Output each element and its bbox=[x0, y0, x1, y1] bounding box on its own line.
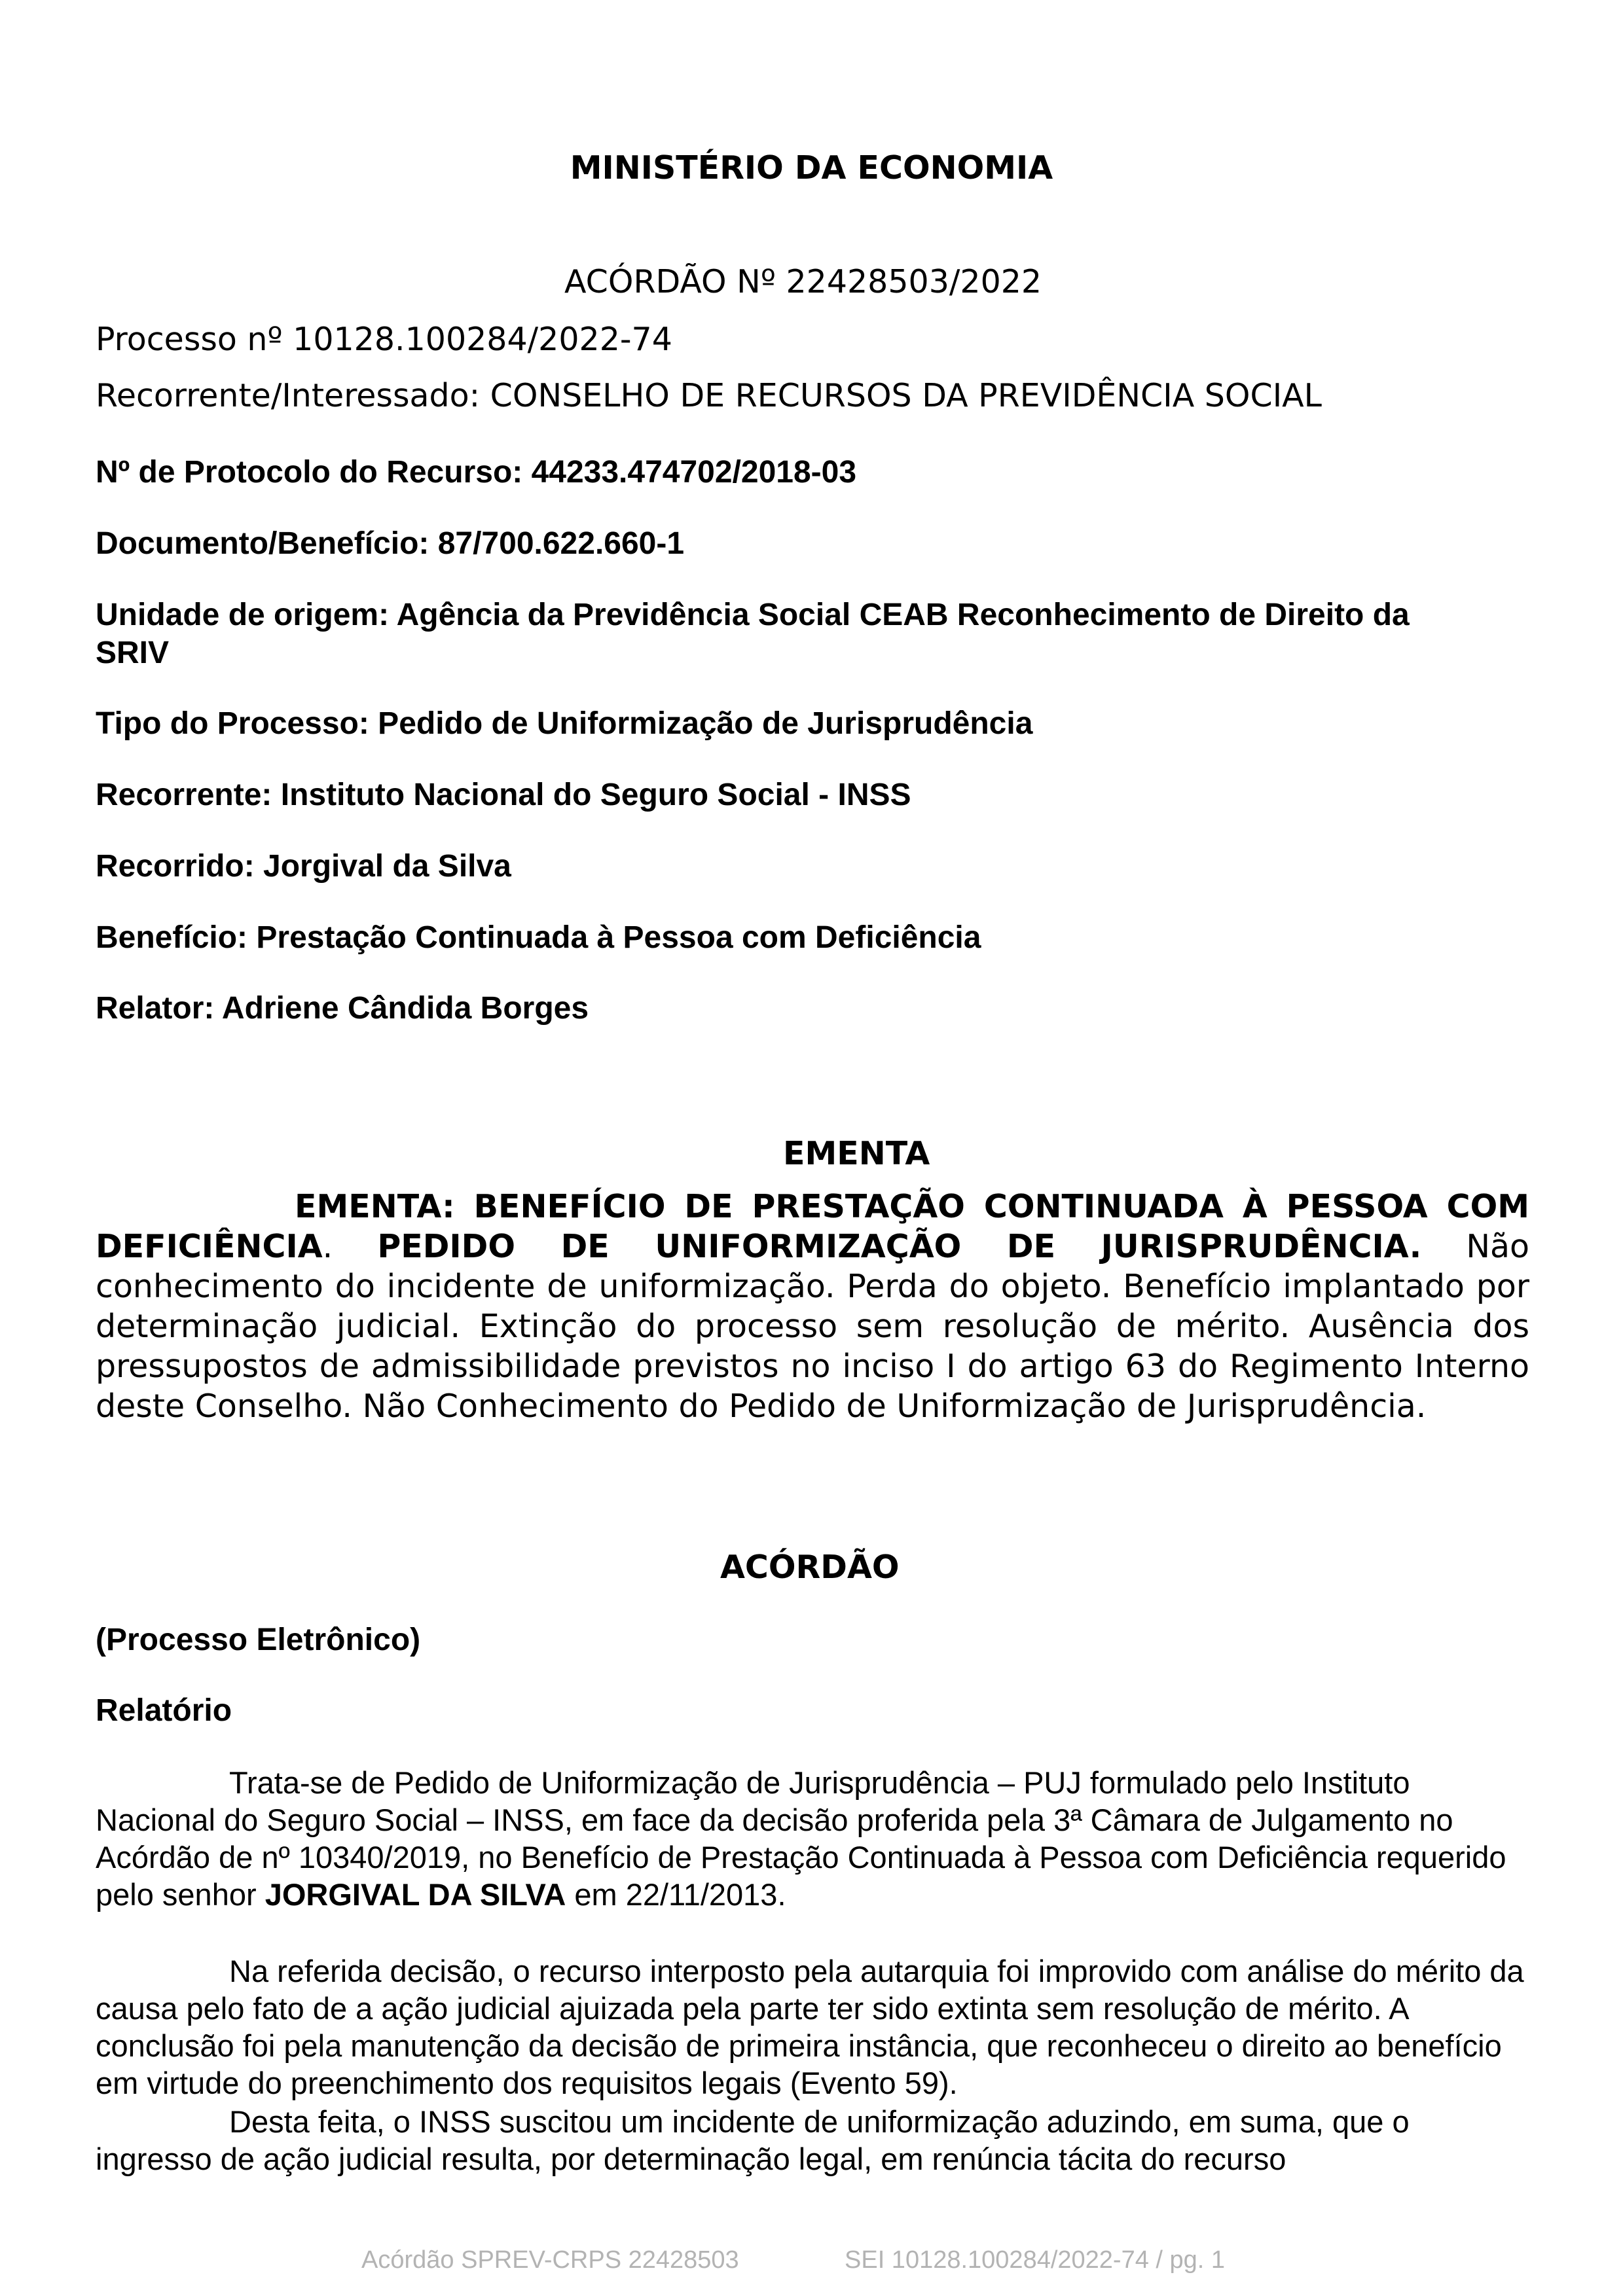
relatorio-paragraph-2 bbox=[96, 1952, 1529, 2102]
p2-text: Na referida decisão, o recurso interposto pela autarquia foi improvido com análise do mérito da causa pelo fato de a ação judicial ajuizada pela parte ter sido extinta sem resolução de mérito. A conclusão foi pela manutenção da decisão de primeira instância, que reconheceu o direito ao benefício em virtude do preenchimento dos requisitos legais (Evento 59). bbox=[96, 1954, 1524, 2100]
acordao-heading: ACÓRDÃO bbox=[720, 1549, 900, 1586]
relatorio-paragraph-3 bbox=[96, 2103, 1529, 2178]
relator-field: Relator: Adriene Cândida Borges bbox=[96, 991, 589, 1026]
ementa-separator: . bbox=[322, 1228, 378, 1265]
processo-eletronico: (Processo Eletrônico) bbox=[96, 1623, 421, 1657]
recorrente-interessado: Recorrente/Interessado: CONSELHO DE RECURSOS DA PREVIDÊNCIA SOCIAL bbox=[96, 377, 1322, 414]
p1-name-bold: JORGIVAL DA SILVA bbox=[264, 1877, 566, 1912]
protocolo-field: Nº de Protocolo do Recurso: 44233.474702/2018-03 bbox=[96, 455, 857, 490]
tipo-field: Tipo do Processo: Pedido de Uniformização de Jurisprudência bbox=[96, 706, 1033, 741]
ementa-text: Não conhecimento do incidente de uniformização. Perda do objeto. Benefício implantado por determinação judicial. Extinção do processo sem resolução de mérito. Ausência dos pressupostos de admissibilidade previstos no inciso I do artigo 63 do Regimento Interno deste Conselho. Não Conhecimento do Pedido de Uniformização de Jurisprudência. bbox=[96, 1228, 1529, 1425]
unidade-field-line1: Unidade de origem: Agência da Previdência Social CEAB Reconhecimento de Direito da bbox=[96, 598, 1410, 632]
footer-left: Acórdão SPREV-CRPS 22428503 bbox=[361, 2246, 739, 2274]
relatorio-paragraph-1 bbox=[96, 1764, 1529, 1913]
footer-right: SEI 10128.100284/2022-74 / pg. 1 bbox=[845, 2246, 1226, 2274]
ementa-bold-title: EMENTA: BENEFÍCIO DE PRESTAÇÃO CONTINUADA À PESSOA COM DEFICIÊNCIA bbox=[96, 1188, 1529, 1265]
ementa-paragraph bbox=[96, 1187, 1529, 1426]
recorrente-field: Recorrente: Instituto Nacional do Seguro Social - INSS bbox=[96, 778, 911, 812]
unidade-field-line2: SRIV bbox=[96, 636, 170, 670]
beneficio-field: Benefício: Prestação Continuada à Pessoa com Deficiência bbox=[96, 920, 981, 955]
processo-number: Processo nº 10128.100284/2022-74 bbox=[96, 321, 672, 358]
p1-text-after: em 22/11/2013. bbox=[566, 1877, 786, 1912]
ementa-heading: EMENTA bbox=[783, 1135, 930, 1172]
recorrido-field: Recorrido: Jorgival da Silva bbox=[96, 849, 511, 884]
ministry-title: MINISTÉRIO DA ECONOMIA bbox=[570, 149, 1053, 187]
relatorio-heading: Relatório bbox=[96, 1693, 232, 1728]
ementa-bold-subtitle: PEDIDO DE UNIFORMIZAÇÃO DE JURISPRUDÊNCIA. bbox=[377, 1228, 1422, 1265]
p3-text: Desta feita, o INSS suscitou um incidente de uniformização aduzindo, em suma, que o ingresso de ação judicial resulta, por determinação legal, em renúncia tácita do recurso bbox=[96, 2104, 1410, 2176]
documento-field: Documento/Benefício: 87/700.622.660-1 bbox=[96, 526, 685, 561]
acordao-number: ACÓRDÃO Nº 22428503/2022 bbox=[564, 263, 1042, 300]
p1-text-before: Trata-se de Pedido de Uniformização de Jurisprudência – PUJ formulado pelo Instituto Nacional do Seguro Social – INSS, em face da decisão proferida pela 3ª Câmara de Julgamento no Acórdão de nº 10340/2019, no Benefício de Prestação Continuada à Pessoa com Deficiência requerido pelo senhor bbox=[96, 1765, 1506, 1912]
